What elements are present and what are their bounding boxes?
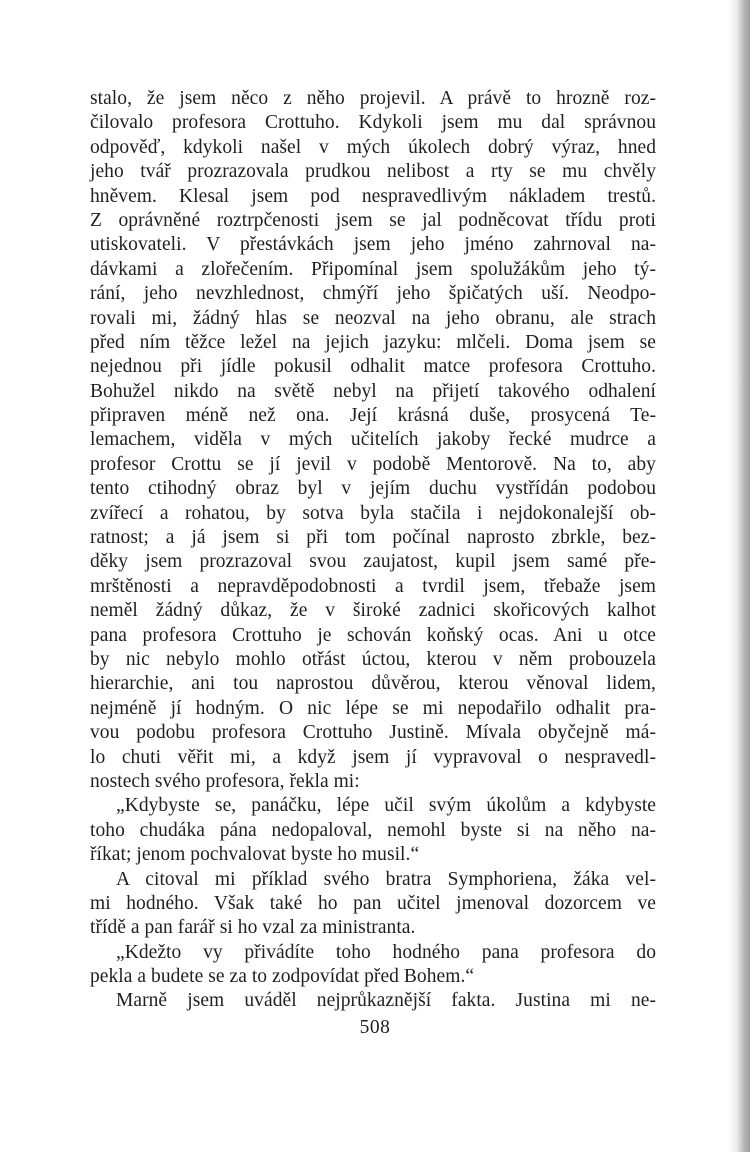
text-line: „Kdežto vy přivádíte toho hodného pana profesora do [116,941,656,963]
text-line: pana profesora Crottuho je schován koňský ocas. Ani u otce [90,624,656,646]
text-line: nejméně jí hodným. O nic lépe se mi nepodařilo odhalit pra- [90,697,656,719]
text-line: nostech svého profesora, řekla mi: [90,770,360,792]
text-line: připraven méně než ona. Její krásná duše, prosycená Te- [90,405,656,427]
text-line: říkat; jenom pochvalovat byste ho musil.“ [90,844,420,866]
text-line: odpověď, kdykoli našel v mých úkolech dobrý výraz, hned [90,136,656,158]
text-line: hierarchie, ani tou naprostou důvěrou, kterou věnoval lidem, [90,673,656,695]
text-line: A citoval mi příklad svého bratra Symphoriena, žáka vel- [116,868,656,890]
text-line: hněvem. Klesal jsem pod nespravedlivým nákladem trestů. [90,185,656,207]
text-line: lo chuti věřit mi, a když jsem jí vypravoval o nespravedl- [90,746,656,768]
text-line: zvířecí a rohatou, by sotva byla stačila i nejdokonalejší ob- [90,502,656,524]
text-line: děky jsem prozrazoval svou zaujatost, kupil jsem samé pře- [90,551,656,573]
text-line: stalo, že jsem něco z něho projevil. A právě to hrozně roz- [90,88,656,109]
text-line: mrštěnosti a nepravděpodobnosti a tvrdil jsem, třebaže jsem [90,575,656,597]
text-line: rovali mi, žádný hlas se neozval na jeho obranu, ale strach [90,307,656,329]
text-line: utiskovateli. V přestávkách jsem jeho jméno zahrnoval na- [90,234,656,256]
text-line: ratnost; a já jsem si při tom počínal naprosto zbrkle, bez- [90,527,656,549]
text-line: „Kdybyste se, panáčku, lépe učil svým úkolům a kdybyste [116,795,656,817]
text-line: tento ctihodný obraz byl v jejím duchu vystřídán podobou [90,478,656,500]
text-line: pekla a budete se za to zodpovídat před Bohem.“ [90,966,475,988]
body-text [90,87,656,1014]
text-line: čilovalo profesora Crottuho. Kdykoli jsem mu dal správnou [90,112,656,134]
page-number: 508 [359,1017,391,1038]
text-line: před ním těžce ležel na jejich jazyku: mlčeli. Doma jsem se [90,331,656,353]
page-edge-shadow [728,0,750,1152]
text-line: Marně jsem uváděl nejprůkaznější fakta. Justina mi ne- [116,990,656,1012]
text-line: vou podobu profesora Crottuho Justině. Mívala obyčejně má- [90,722,656,744]
text-line: Z oprávněné roztrpčenosti jsem se jal podněcovat třídu proti [90,209,656,231]
text-line: neměl žádný důkaz, že v široké zadnici skořicových kalhot [90,600,656,622]
text-line: Bohužel nikdo na světě nebyl na přijetí takového odhalení [90,380,656,402]
text-line: jeho tvář prozrazovala prudkou nelibost a rty se mu chvěly [90,161,656,183]
text-line: nejednou při jídle pokusil odhalit matce profesora Crottuho. [90,356,656,378]
text-line: třídě a pan farář si ho vzal za ministranta. [90,917,416,939]
text-line: dávkami a zlořečením. Připomínal jsem spolužákům jeho tý- [90,258,656,280]
text-line: lemachem, viděla v mých učitelích jakoby řecké mudrce a [90,429,656,451]
text-line: mi hodného. Však také ho pan učitel jmenoval dozorcem ve [90,892,656,914]
text-line: by nic nebylo mohlo otřást úctou, kterou v něm probouzela [90,648,656,670]
text-line: toho chudáka pána nedopaloval, nemohl byste si na něho na- [90,819,656,841]
text-line: rání, jeho nevzhlednost, chmýří jeho špičatých uší. Neodpo- [90,283,656,305]
text-line: profesor Crottu se jí jevil v podobě Mentorově. Na to, aby [90,453,656,475]
